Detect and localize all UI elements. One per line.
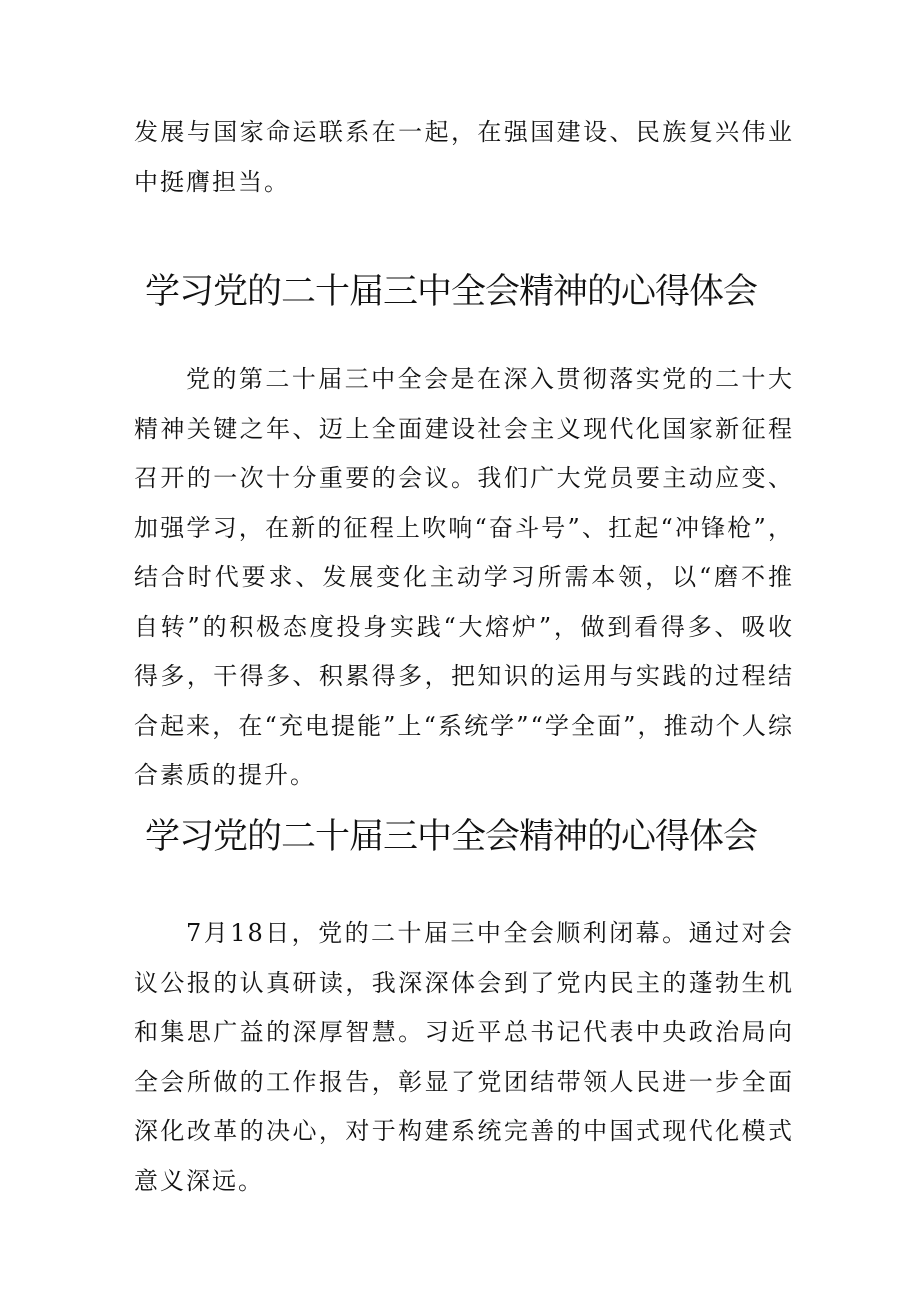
section-heading-1: 学习党的二十届三中全会精神的心得体会 [145, 272, 758, 312]
section-paragraph-2: 7月18日，党的二十届三中全会顺利闭幕。通过对会议公报的认真研读，我深深体会到了党内民主的蓬勃生机和集思广益的深厚智慧。习近平总书记代表中央政治局向全会所做的工作报告，彰显了党团结带领人民进一步全面深化改革的决心，对于构建系统完善的中国式现代化模式意义深远。 [134, 919, 794, 1195]
section-paragraph-1: 党的第二十届三中全会是在深入贯彻落实党的二十大精神关键之年、迈上全面建设社会主义现代化国家新征程召开的一次十分重要的会议。我们广大党员要主动应变、加强学习，在新的征程上吹响“奋斗号”、扛起“冲锋枪”，结合时代要求、发展变化主动学习所需本领，以“磨不推自转”的积极态度投身实践“大熔炉”，做到看得多、吸收得多，干得多、积累得多，把知识的运用与实践的过程结合起来，在“充电提能”上“系统学”“学全面”，推动个人综合素质的提升。 [134, 365, 794, 789]
section-heading-2: 学习党的二十届三中全会精神的心得体会 [145, 817, 758, 857]
continuation-paragraph: 发展与国家命运联系在一起，在强国建设、民族复兴伟业中挺膺担当。 [134, 118, 794, 196]
